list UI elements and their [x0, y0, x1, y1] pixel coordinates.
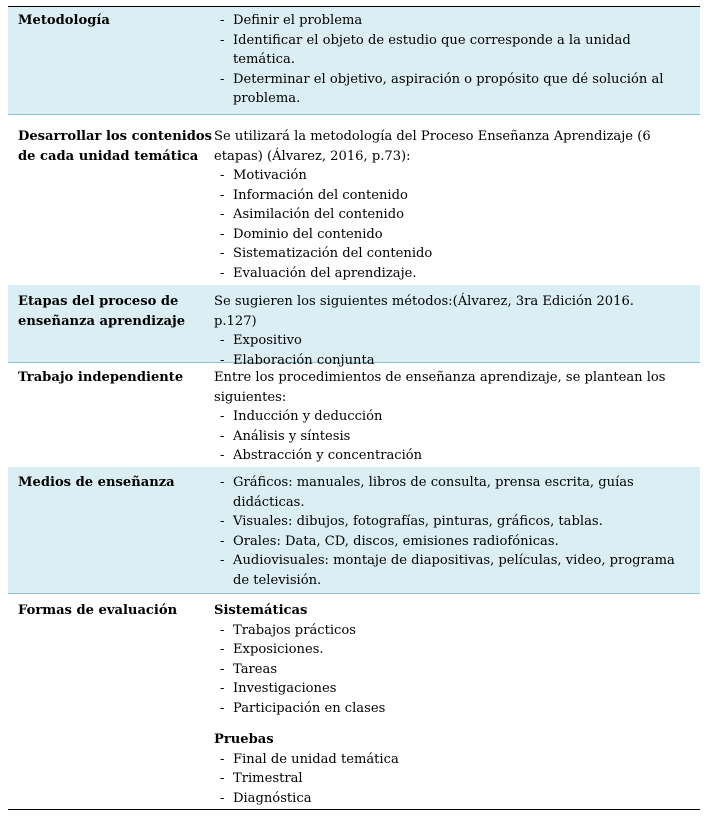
list-item: - Participación en clases: [214, 699, 676, 719]
list-item: - Motivación: [214, 166, 676, 186]
subheading-sistematicas: Sistemáticas: [214, 603, 308, 618]
row-content: [214, 127, 700, 285]
list-item: - Abstracción y concentración: [214, 446, 676, 466]
dash-list: [214, 407, 676, 466]
list-item: - Evaluación del aprendizaje.: [214, 264, 676, 284]
document-table: [8, 6, 700, 810]
list-item: - Exposiciones.: [214, 640, 676, 660]
row-metodologia: [8, 7, 700, 115]
row-label: Metodología: [18, 13, 110, 28]
row-label: Desarrollar los contenidos de cada unidad temática: [18, 129, 212, 164]
list-item: - Inducción y deducción: [214, 407, 676, 427]
dash-list: [214, 621, 676, 719]
list-item: - Expositivo: [214, 331, 676, 351]
list-item: - Audiovisuales: montaje de diapositivas, películas, video, programa de televisión.: [214, 551, 676, 590]
list-item: - Análisis y síntesis: [214, 427, 676, 447]
dash-list: [214, 473, 676, 590]
row-desarrollar: [8, 115, 700, 285]
list-item: - Investigaciones: [214, 679, 676, 699]
row-content: [214, 292, 700, 368]
row-medios: [8, 467, 700, 594]
row-intro: Entre los procedimientos de enseñanza aprendizaje, se plantean los siguientes:: [214, 370, 666, 405]
row-label: Trabajo independiente: [18, 370, 184, 385]
list-item: - Gráficos: manuales, libros de consulta, prensa escrita, guías didácticas.: [214, 473, 676, 512]
list-item: - Trimestral: [214, 769, 676, 789]
list-item: - Final de unidad temática: [214, 750, 676, 770]
list-item: - Diagnóstica: [214, 789, 676, 809]
row-label: Medios de enseñanza: [18, 475, 175, 490]
list-item: - Visuales: dibujos, fotografías, pinturas, gráficos, tablas.: [214, 512, 676, 532]
list-item: - Asimilación del contenido: [214, 205, 676, 225]
list-item: - Determinar el objetivo, aspiración o propósito que dé solución al problema.: [214, 70, 676, 109]
dash-list: [214, 166, 676, 283]
dash-list: [214, 11, 676, 109]
list-item: - Orales: Data, CD, discos, emisiones radiofónicas.: [214, 532, 676, 552]
list-item: - Información del contenido: [214, 186, 676, 206]
row-intro: Se utilizará la metodología del Proceso Enseñanza Aprendizaje (6 etapas) (Álvarez, 2016, p.73):: [214, 129, 651, 164]
row-content: [214, 368, 700, 467]
row-content: [214, 601, 700, 809]
row-content: [214, 473, 700, 593]
list-item: - Trabajos prácticos: [214, 621, 676, 641]
list-item: - Sistematización del contenido: [214, 244, 676, 264]
dash-list: [214, 331, 676, 370]
row-trabajo-independiente: [8, 363, 700, 467]
list-item: - Dominio del contenido: [214, 225, 676, 245]
row-content: [214, 11, 700, 114]
list-item: - Identificar el objeto de estudio que corresponde a la unidad temática.: [214, 31, 676, 70]
row-label: Etapas del proceso de enseñanza aprendizaje: [18, 294, 186, 329]
dash-list: [214, 750, 676, 809]
row-intro: Se sugieren los siguientes métodos:(Álvarez, 3ra Edición 2016. p.127): [214, 294, 634, 329]
table-bottom-rule: [8, 809, 700, 810]
row-etapas: [8, 285, 700, 368]
spacer: [214, 718, 676, 730]
list-item: - Tareas: [214, 660, 676, 680]
row-formas-evaluacion: [8, 594, 700, 809]
row-label: Formas de evaluación: [18, 603, 178, 618]
list-item: - Definir el problema: [214, 11, 676, 31]
subheading-pruebas: Pruebas: [214, 732, 274, 747]
list-item: - Elaboración conjunta: [214, 351, 676, 371]
